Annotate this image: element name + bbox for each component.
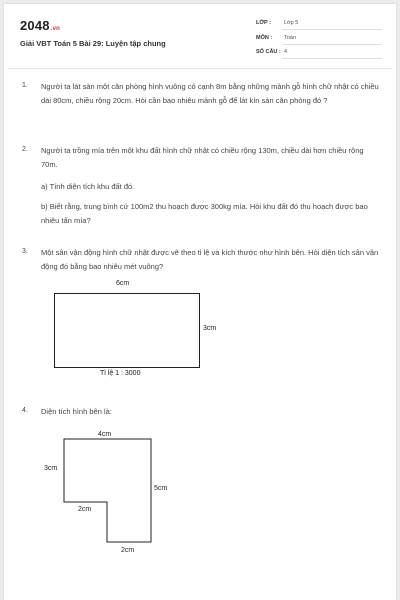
question-2-number: 2.: [22, 146, 28, 153]
question-1-number: 1.: [22, 82, 28, 89]
question-1-text: Người ta lát sàn một căn phòng hình vuông có cạnh 8m bằng những mảnh gỗ hình chữ nhật có chiều dài 80cm, chiều rộng 20cm. Hỏi cần bao nhiêu mảnh gỗ để lát kín sàn căn phòng đó ?: [41, 82, 379, 105]
q4-mid-label: 2cm: [78, 506, 92, 513]
q3-top-label: 6cm: [116, 280, 130, 287]
q4-bottom-label: 2cm: [121, 547, 135, 554]
question-2-part-b: b) Biết rằng, trung bình cứ 100m2 thu hoạch được 300kg mía. Hỏi khu đất đó thu hoạch được bao nhiêu tấn mía?: [41, 202, 368, 225]
document-page: [4, 4, 396, 600]
q4-l-shape: [4, 4, 396, 600]
meta-class-key: LỚP :: [256, 20, 271, 26]
meta-subject-key: MÔN :: [256, 35, 273, 41]
question-3-number: 3.: [22, 248, 28, 255]
question-2-text: Người ta trồng mía trên một khu đất hình chữ nhật có chiều rộng 130m, chiều dài hơn chiều rộng 70m.: [41, 146, 364, 169]
question-4-text: Diện tích hình bên là:: [41, 407, 112, 416]
document-title: Giải VBT Toán 5 Bài 29: Luyện tập chung: [20, 39, 166, 48]
q3-scale-label: Tỉ lệ 1 : 3000: [100, 370, 141, 377]
question-4-number: 4.: [22, 407, 28, 414]
meta-subject-value: Toán: [284, 35, 296, 41]
meta-count-value: 4: [284, 49, 288, 55]
meta-count-key: SỐ CÂU :: [256, 49, 281, 55]
q4-right-label: 5cm: [154, 485, 168, 492]
question-3-text: Một sân vận động hình chữ nhật được vẽ theo tỉ lệ và kích thước như hình bên. Hỏi diện tích sân vận động đó bằng bao nhiêu mét vuông?: [41, 248, 379, 271]
q4-top-label: 4cm: [98, 431, 112, 438]
q3-side-label: 3cm: [203, 325, 217, 332]
logo-suffix: .vn: [50, 26, 61, 32]
meta-class-value: Lớp 5: [284, 20, 299, 26]
logo-text: 2048: [20, 18, 50, 33]
q4-left-label: 3cm: [44, 465, 58, 472]
question-2-part-a: a) Tính diện tích khu đất đó.: [41, 182, 135, 191]
